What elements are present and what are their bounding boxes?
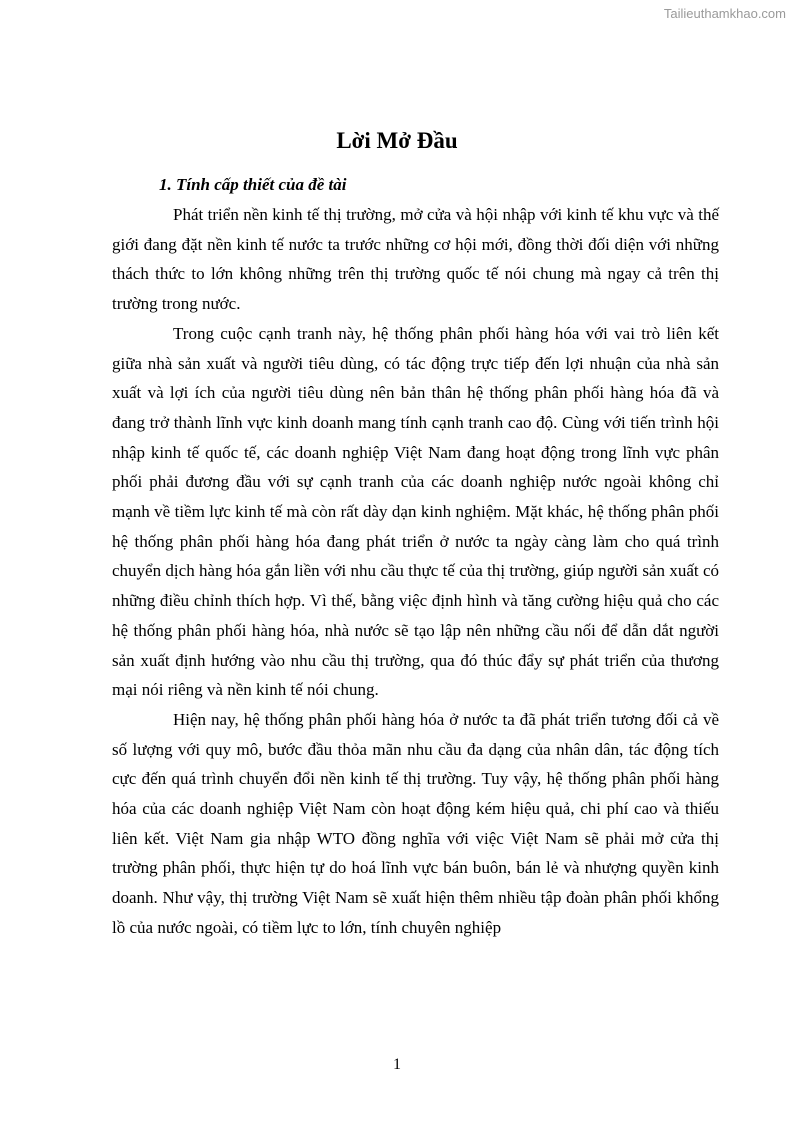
watermark: Tailieuthamkhao.com [663,6,786,21]
paragraph-2: Trong cuộc cạnh tranh này, hệ thống phân phối hàng hóa với vai trò liên kết giữa nhà sản xuất và người tiêu dùng, có tác động trực tiếp đến lợi nhuận của nhà sản xuất và lợi ích của người tiêu dùng nên bản thân hệ thống phân phối hàng hóa đã và đang trở thành lĩnh vực kinh doanh mang tính cạnh tranh cao độ. Cùng với tiến trình hội nhập kinh tế quốc tế, các doanh nghiệp Việt Nam đang hoạt động trong lĩnh vực phân phối phải đương đầu với sự cạnh tranh của các doanh nghiệp nước ngoài không chỉ mạnh về tiềm lực kinh tế mà còn rất dày dạn kinh nghiệm. Mặt khác, hệ thống phân phối hệ thống phân phối hàng hóa đang phát triển ở nước ta ngày càng làm cho quá trình chuyển dịch hàng hóa gắn liền với nhu cầu thực tế của thị trường, giúp người sản xuất có những điều chỉnh thích hợp. Vì thế, bằng việc định hình và tăng cường hiệu quả cho các hệ thống phân phối hàng hóa, nhà nước sẽ tạo lập nên những cầu nối để dẫn dắt người sản xuất định hướng vào nhu cầu thị trường, qua đó thúc đẩy sự phát triển của thương mại nói riêng và nền kinh tế nói chung. [112,323,719,700]
section-heading: 1. Tính cấp thiết của đề tài [159,175,347,194]
page-title: Lời Mở Đầu [336,128,458,153]
body-text [112,200,719,943]
paragraph-1: Phát triển nền kinh tế thị trường, mở cửa và hội nhập với kinh tế khu vực và thế giới đang đặt nền kinh tế nước ta trước những cơ hội mới, đồng thời đối diện với những thách thức to lớn không những trên thị trường quốc tế nói chung mà ngay cả trên thị trường trong nước. [112,205,719,314]
page-number: 1 [393,1056,401,1073]
paragraph-3: Hiện nay, hệ thống phân phối hàng hóa ở nước ta đã phát triển tương đối cả về số lượng với quy mô, bước đầu thỏa mãn nhu cầu đa dạng của nhân dân, tác động tích cực đến quá trình chuyển đổi nền kinh tế thị trường. Tuy vậy, hệ thống phân phối hàng hóa của các doanh nghiệp Việt Nam còn hoạt động kém hiệu quả, chi phí cao và thiếu liên kết. Việt Nam gia nhập WTO đồng nghĩa với việc Việt Nam sẽ phải mở cửa thị trường phân phối, thực hiện tự do hoá lĩnh vực bán buôn, bán lẻ và nhượng quyền kinh doanh. Như vậy, thị trường Việt Nam sẽ xuất hiện thêm nhiều tập đoàn phân phối khổng lồ của nước ngoài, có tiềm lực to lớn, tính chuyên nghiệp [112,709,719,937]
